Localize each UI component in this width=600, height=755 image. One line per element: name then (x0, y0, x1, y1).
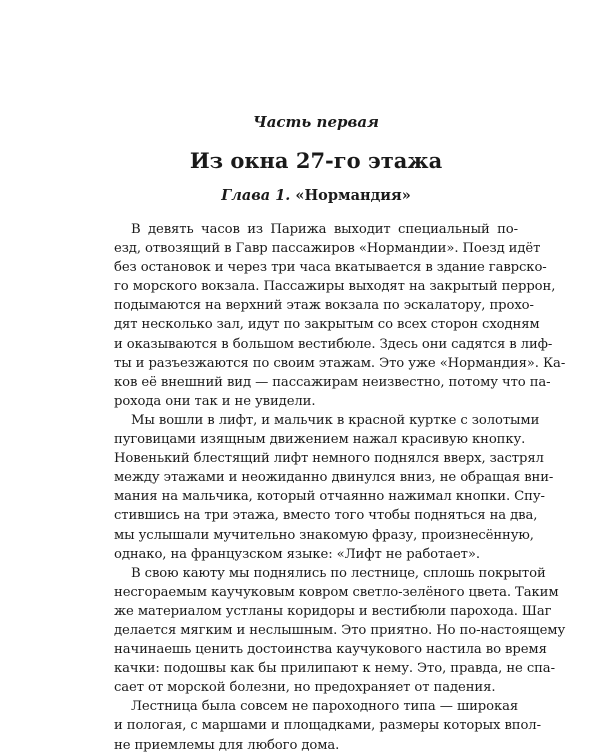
text-line: начинаешь ценить достоинства каучукового настила во время (114, 642, 547, 658)
text-line: езд, отвозящий в Гавр пассажиров «Нормандии». Поезд идёт (114, 241, 541, 257)
paragraph (114, 564, 566, 698)
text-line: рохода они так и не увидели. (114, 393, 316, 409)
paragraph (114, 697, 541, 754)
text-line: и пологая, с маршами и площадками, размеры которых впол- (114, 718, 541, 734)
text-line: Лестница была совсем не пароходного типа — широкая (131, 699, 519, 715)
text-line: мания на мальчика, который отчаянно нажимал кнопки. Спу- (114, 489, 545, 505)
text-line: делается мягким и неслышным. Это приятно. Но по-настоящему (114, 622, 566, 638)
text-line: дят несколько зал, идут по закрытым со всех сторон сходням (114, 317, 540, 333)
text-line: ков её внешний вид — пассажирам неизвестно, потому что па- (114, 374, 551, 390)
text-line: ты и разъезжаются по своим этажам. Это уже «Нормандия». Ка- (114, 355, 566, 371)
paragraph (114, 220, 566, 411)
text-line: между этажами и неожиданно двинулся вниз, не обращая вни- (114, 470, 554, 486)
text-line: го морского вокзала. Пассажиры выходят на закрытый перрон, (114, 279, 556, 295)
text-line: без остановок и через три часа вкатывается в здание гаврско- (114, 260, 547, 276)
text-line: подымаются на верхний этаж вокзала по эскалатору, прохо- (114, 298, 534, 314)
text-line: Новенький блестящий лифт немного поднялся вверх, застрял (114, 451, 544, 467)
chapter-name: «Нормандия» (295, 187, 411, 204)
chapter-number: Глава 1. (221, 187, 291, 204)
part-title: Часть первая (253, 113, 379, 131)
text-line: несгораемым каучуковым ковром светло-зелёного цвета. Таким (114, 584, 559, 600)
text-line: же материалом устланы коридоры и вестибюли парохода. Шаг (114, 603, 552, 619)
text-line: Мы вошли в лифт, и мальчик в красной куртке с золотыми (131, 412, 540, 428)
text-line: пуговицами изящным движением нажал красивую кнопку. (114, 432, 526, 448)
book-title: Из окна 27-го этажа (189, 148, 443, 173)
text-line: В девять часов из Парижа выходит специальный по- (131, 222, 518, 237)
chapter-body (114, 220, 566, 755)
text-line: стившись на три этажа, вместо того чтобы подняться на два, (114, 508, 538, 524)
text-line: качки: подошвы как бы прилипают к нему. Это, правда, не спа- (114, 661, 555, 677)
text-line: В свою каюту мы поднялись по лестнице, сплошь покрытой (131, 565, 546, 581)
text-line: однако, на французском языке: «Лифт не работает». (114, 546, 480, 562)
chapter-title (114, 186, 518, 206)
text-line: не приемлемы для любого дома. (114, 737, 340, 753)
text-line: мы услышали мучительно знакомую фразу, произнесённую, (114, 527, 534, 543)
text-line: и оказываются в большом вестибюле. Здесь они садятся в лиф- (114, 336, 553, 352)
paragraph (114, 411, 554, 564)
text-line: сает от морской болезни, но предохраняет от падения. (114, 680, 496, 696)
